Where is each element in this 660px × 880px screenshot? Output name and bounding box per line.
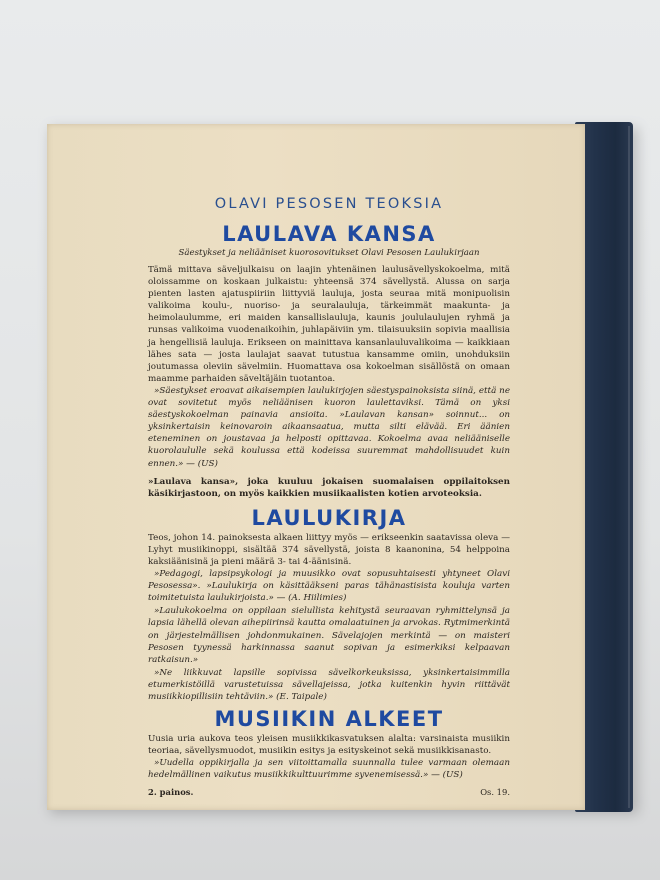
section-laulava-kansa <box>148 222 510 500</box>
quote-paragraph: »Ne liikkuvat lapsille sopivissa sävelkorkeuksissa, yksinkertaisimmilla etumerkistöillä varustetuissa sävellajeissa, jotka kuitenkin hyvin riittävät musiikkiopillisiin tehtäviin.» (E. Taipale) <box>148 667 510 702</box>
paragraph: Tämä mittava säveljulkaisu on laajin yhtenäinen laulusävellyskokoelma, mitä oloissamme on koskaan julkaistu: yhteensä 374 sävellystä. Alussa on sarja pienten lasten ajatuspiiriin liittyviä lauluja, josta seuraa mitä monipuolisin valikoima koulu-, nuoriso- ja seuralauluja, tärkeimmät maakunta- ja heimolaulumme, eri maiden kansallislauluja, kaunis joululaulujen ryhmä ja runsas valikoima vuodenaikoihin, juhlapäiviin ym. tilaisuuksiin sopivia maallisia ja hengellisiä lauluja. Erikseen on mainittava kansanlauluvalikoima — kaikkiaan lähes sata — josta laulajat saavat tutustua kansamme omiin, unohduksiin joutumassa oleviin sävelmiin. Huomattava osa kokoelman sisällöstä on omaan maamme parhaiden säveltäjäin tuotantoa. <box>148 265 510 384</box>
section-title: LAULUKIRJA <box>251 505 407 530</box>
edition-label: 2. painos. <box>148 787 194 798</box>
quote-paragraph: »Säestykset eroavat aikaisempien laulukirjojen säestyspainoksista siinä, että ne ovat sovitetut myös neliäänisen kuoron laulettaviksi. Tämä on yksi säestyskokoelman painavia ansioita. »Laulavan kansan» soinnut... on yksinkertaisin keinovaroin aikaansaatua, mutta silti elävää. Eri äänien eteneminen on joustavaa ja helposti opittavaa. Kokoelma avaa neliääniselle kuorolaululle sekä koulussa että kodeissa suuremmat mahdollisuudet kuin ennen.» — (US) <box>148 385 510 469</box>
quote-paragraph: »Laulukokoelma on oppilaan sielullista kehitystä seuraavan ryhmittelynsä ja lapsia lähellä olevan aihepiirinsä kautta omalaatuinen ja arvokas. Rytmimerkintä on järjestelmällisen johdonmukainen. Sävelajojen merkintä — on maisteri Pesosen tyynessä harkinnassa saanut sopivan ja esimerkiksi kelpaavan ratkaisun.» <box>148 606 510 665</box>
section-subtitle: Säestykset ja neliääniset kuorosovitukset Olavi Pesosen Laulukirjaan <box>178 248 480 258</box>
section-musiikin-alkeet <box>148 707 510 781</box>
quote-paragraph: »Uudella oppikirjalla ja sen viitoittamalla suunnalla tulee varmaan olemaan hedelmällinen vaikutus musiikkikulttuurimme syvenemisessä.» — (US) <box>148 758 510 781</box>
section-title: MUSIIKIN ALKEET <box>214 707 444 732</box>
bold-paragraph: »Laulava kansa», joka kuuluu jokaisen suomalaisen oppilaitoksen käsikirjastoon, on myös kaikkien musiikaalisten kotien arvoteoksia. <box>148 476 510 499</box>
cover-text <box>148 196 510 797</box>
section-laulukirja <box>148 506 510 703</box>
paragraph: Uusia uria aukova teos yleisen musiikkikasvatuksen alalta: varsinaista musiikin teoriaa, sävellysmuodot, musiikin esitys ja esityskeinot sekä musiikkisanasto. <box>148 734 510 757</box>
series-title: OLAVI PESOSEN TEOKSIA <box>214 196 444 212</box>
cover-footer <box>148 787 510 797</box>
print-code: Os. 19. <box>480 787 510 798</box>
quote-paragraph: »Pedagogi, lapsipsykologi ja muusikko ovat sopusuhtaisesti yhtyneet Olavi Pesosessa». »Laulukirja on käsittääkseni paras tähänastisista kouluja varten toimitetuista laulukirjoista.» — (A. Hiilimies) <box>148 569 510 604</box>
section-title: LAULAVA KANSA <box>222 222 436 246</box>
paragraph: Teos, johon 14. painoksesta alkaen liittyy myös — erikseenkin saatavissa oleva — Lyhyt musiikinoppi, sisältää 374 sävellystä, joista 8 kaanonina, 54 helppoina kaksiäänisinä ja pieni määrä 3- tai 4-äänisinä. <box>148 532 510 567</box>
